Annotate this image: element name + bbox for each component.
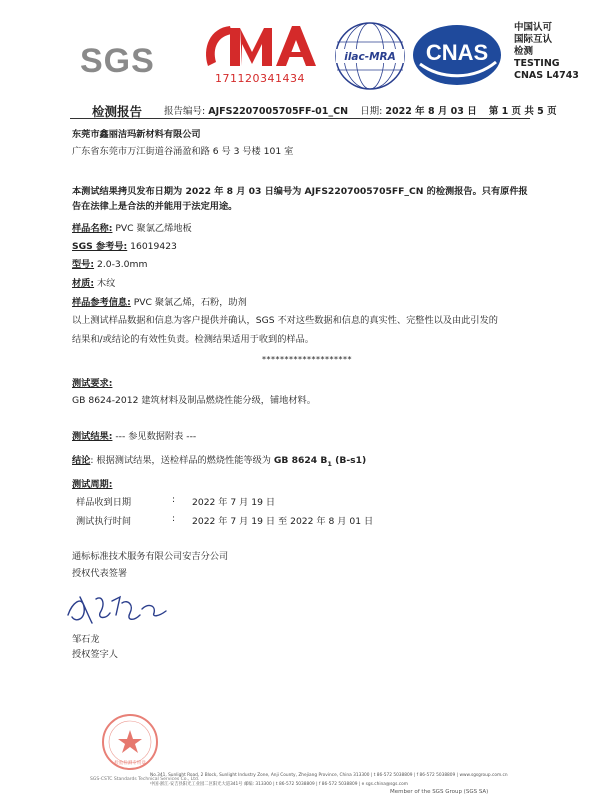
- executed-dates: 2022 年 7 月 19 日 至 2022 年 8 月 01 日: [192, 516, 374, 527]
- results-row: 测试结果: --- 参见数据附表 ---: [72, 431, 197, 442]
- material-row: 材质: 木纹: [72, 278, 116, 289]
- material-value: 木纹: [96, 278, 116, 289]
- separator-stars: ********************: [262, 355, 352, 364]
- conclusion-row: 结论: 根据测试结果，送检样品的燃烧性能等级为 GB 8624 $B_1$ (B-s1): [72, 455, 367, 468]
- svg-text:SGS: SGS: [80, 42, 155, 76]
- footer-address-cn: 中国·浙江·安吉县阳光工业园二区阳光大道341号 邮编: 313300 | t 86-572 5038809 | f 86-572 5038809 | e sgs.china@sgs.com: [150, 782, 408, 787]
- model-value: 2.0-3.0mm: [96, 259, 148, 270]
- notice-line-2: 告在法律上是合法的并能用于法定用途。: [72, 201, 238, 212]
- received-date: 2022 年 7 月 19 日: [192, 497, 276, 508]
- svg-text:ilac-MRA: ilac-MRA: [344, 51, 396, 63]
- svg-text:CNAS: CNAS: [425, 40, 489, 65]
- report-title: 检测报告: [92, 104, 143, 119]
- client-company: 东莞市鑫丽洁玛新材料有限公司: [72, 129, 201, 140]
- results-text: --- 参见数据附表 ---: [115, 431, 197, 442]
- sample-info-row: 样品参考信息: PVC 聚氯乙烯，石粉，助剂: [72, 297, 247, 308]
- requirements-label: 测试要求:: [72, 378, 113, 389]
- report-meta: 报告编号: AJFS2207005705FF-01_CN 日期: 2022 年 8 月 03 日 第 1 页 共 5 页: [164, 106, 557, 117]
- sgs-ref-row: SGS 参考号: 16019423: [72, 241, 177, 252]
- disclaimer-line-2: 结果和/或结论的有效性负责。检测结果适用于收到的样品。: [72, 334, 314, 345]
- sample-name: PVC 聚氯乙烯地板: [115, 223, 192, 234]
- model-row: 型号: 2.0-3.0mm: [72, 259, 148, 270]
- stamp-company: SGS-CSTC Standards Technical Services Co., Ltd.: [90, 777, 200, 782]
- handwritten-signature: [62, 585, 172, 630]
- svg-text:检验检测专用章: 检验检测专用章: [114, 761, 146, 766]
- requirements-text: GB 8624-2012 建筑材料及制品燃烧性能分级，铺地材料。: [72, 395, 316, 406]
- report-date: 2022 年 8 月 03 日: [385, 106, 477, 117]
- page-indicator: 第 1 页 共 5 页: [488, 106, 557, 117]
- cnas-logo: [412, 24, 502, 86]
- official-stamp: [100, 712, 160, 772]
- sgs-logo: [78, 40, 168, 76]
- signer-role: 授权签字人: [72, 649, 118, 660]
- sgs-ref: 16019423: [130, 241, 177, 252]
- disclaimer-line-1: 以上测试样品数据和信息为客户提供并确认，SGS 不对这些数据和信息的真实性、完整性以及由此引发的: [72, 315, 498, 326]
- cma-number: 171120341434: [215, 72, 305, 85]
- signoff-company: 通标标准技术服务有限公司安吉分公司: [72, 551, 229, 562]
- notice-line-1: 本测试结果拷贝发布日期为 2022 年 8 月 03 日编号为 AJFS2207005705FF_CN 的检测报告。只有原件报: [72, 186, 528, 197]
- sample-info: PVC 聚氯乙烯，石粉，助剂: [133, 297, 247, 308]
- cnas-accreditation-text: 中国认可 国际互认 检测 TESTING CNAS L4743: [514, 22, 579, 81]
- period-label: 测试周期:: [72, 479, 113, 490]
- report-number: AJFS2207005705FF-01_CN: [208, 106, 349, 117]
- conclusion-text: : 根据测试结果，送检样品的燃烧性能等级为: [90, 455, 271, 466]
- sample-name-row: 样品名称: PVC 聚氯乙烯地板: [72, 223, 192, 234]
- header-divider: [70, 118, 530, 119]
- footer-member-note: Member of the SGS Group (SGS SA): [390, 789, 489, 795]
- executed-label: 测试执行时间: [76, 516, 132, 527]
- footer-address-en: No.341, Sunlight Road, 2 Block, Sunlight Industry Zone, Anji County, Zhejiang Province, China 313300 | t 86-572 5038809 | f 86-572 5038809 | www.sgsgroup.com.cn: [150, 773, 508, 778]
- conclusion-grade: GB 8624 $B_1$ (B-s1): [273, 455, 367, 468]
- received-label: 样品收到日期: [76, 497, 132, 508]
- cma-logo: [200, 18, 320, 90]
- ilac-mra-logo: [332, 20, 408, 92]
- client-address: 广东省东莞市万江街道谷涌盈和路 6 号 3 号楼 101 室: [72, 146, 294, 157]
- signoff-role: 授权代表签署: [72, 568, 128, 579]
- signer-name: 邹石龙: [72, 634, 100, 645]
